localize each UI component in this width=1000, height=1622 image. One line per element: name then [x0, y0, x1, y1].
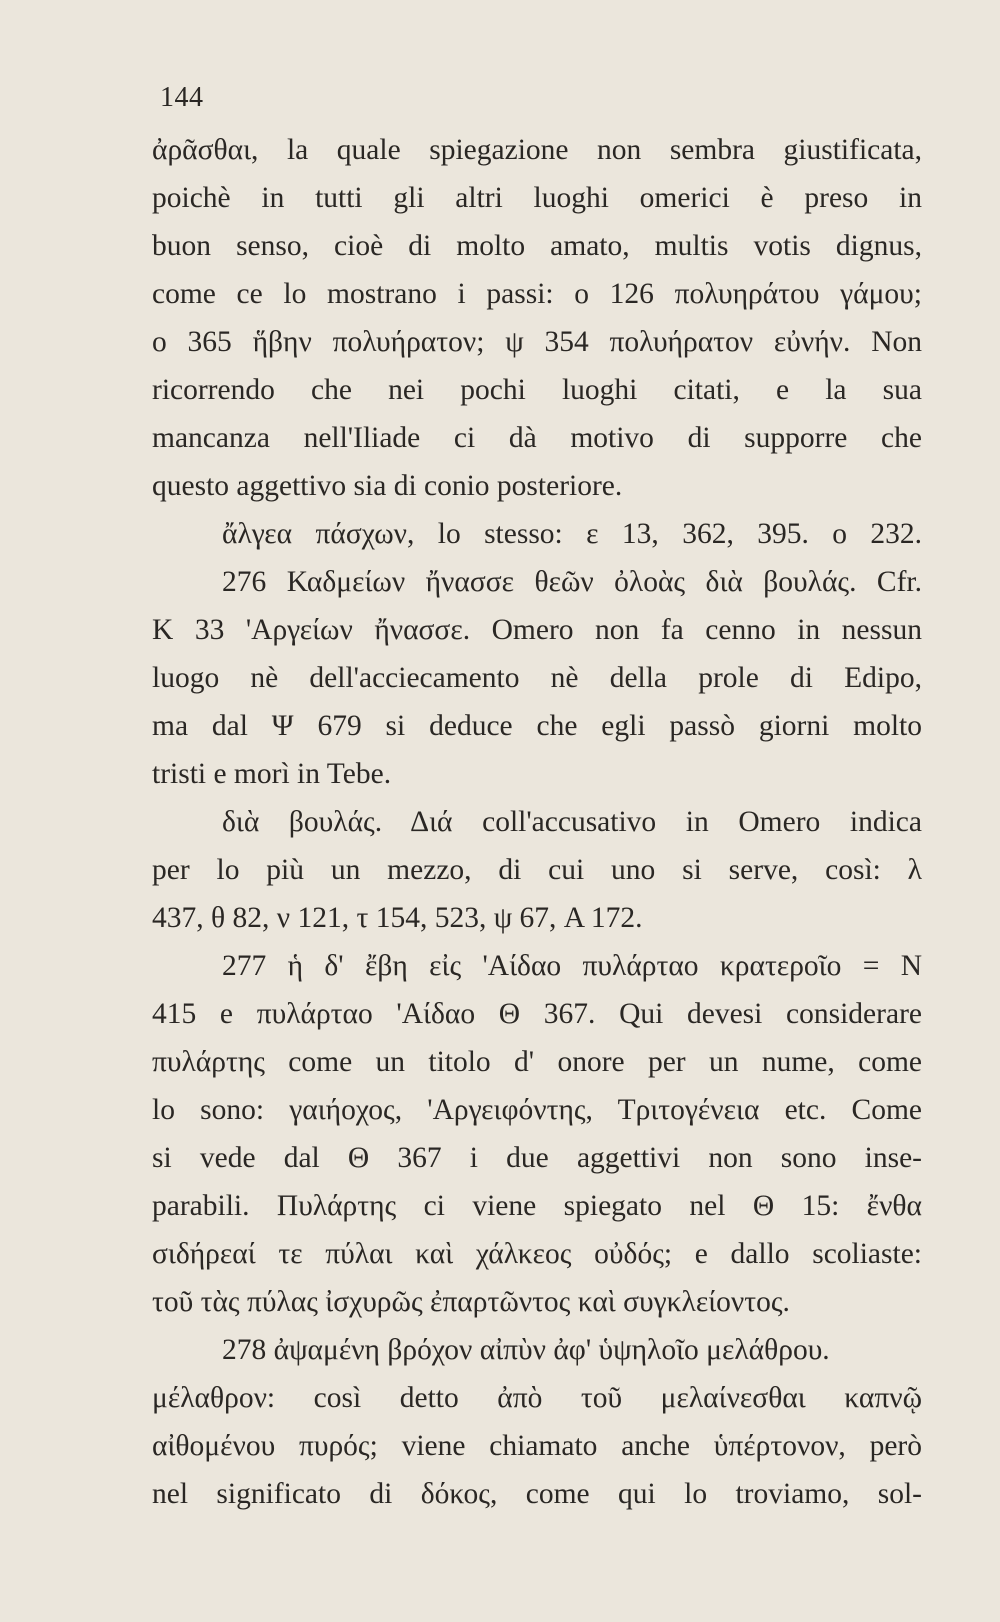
text-line: 437, θ 82, ν 121, τ 154, 523, ψ 67, A 172.	[152, 902, 643, 934]
text-line: mancanza nell'Iliade ci dà motivo di supporre che	[152, 422, 922, 454]
text-line: come ce lo mostrano i passi: ο 126 πολυηράτου γάμου;	[152, 278, 922, 310]
text-line: poichè in tutti gli altri luoghi omerici è preso in	[152, 182, 922, 214]
text-line: τοῦ τὰς πύλας ἰσχυρῶς ἐπαρτῶντος καὶ συγκλείοντος.	[152, 1286, 790, 1318]
text-line: lo sono: γαιήοχος, 'Αργειφόντης, Τριτογένεια etc. Come	[152, 1094, 922, 1126]
text-line: ma dal Ψ 679 si deduce che egli passò giorni molto	[152, 710, 922, 742]
text-line: per lo più un mezzo, di cui uno si serve, così: λ	[152, 854, 922, 886]
text-line: si vede dal Θ 367 i due aggettivi non sono inse-	[152, 1142, 922, 1174]
text-line: 278 ἀψαμένη βρόχον αἰπὺν ἀφ' ὑψηλοῖο μελάθρου.	[222, 1334, 830, 1366]
text-line: nel significato di δόκος, come qui lo troviamo, sol-	[152, 1478, 922, 1510]
text-line: parabili. Πυλάρτης ci viene spiegato nel Θ 15: ἔνθα	[152, 1190, 922, 1222]
text-line: 276 Καδμείων ἤνασσε θεῶν ὀλοὰς διὰ βουλάς. Cfr.	[222, 566, 922, 598]
text-line: ricorrendo che nei pochi luoghi citati, e la sua	[152, 374, 922, 406]
text-line: ἄλγεα πάσχων, lo stesso: ε 13, 362, 395. ο 232.	[222, 518, 922, 550]
text-line: tristi e morì in Tebe.	[152, 758, 392, 790]
text-line: μέλαθρον: così detto ἀπὸ τοῦ μελαίνεσθαι καπνῷ	[152, 1382, 922, 1414]
text-line: K 33 'Αργείων ἤνασσε. Omero non fa cenno in nessun	[152, 614, 922, 646]
text-line: 277 ἡ δ' ἔβη εἰς 'Αίδαο πυλάρταο κρατεροῖο = N	[222, 950, 922, 982]
text-line: πυλάρτης come un titolo d' onore per un nume, come	[152, 1046, 922, 1078]
text-line: διὰ βουλάς. Διά coll'accusativo in Omero indica	[222, 806, 922, 838]
text-line: ο 365 ἥβην πολυήρατον; ψ 354 πολυήρατον εὐνήν. Non	[152, 326, 922, 358]
text-line: ἀρᾶσθαι, la quale spiegazione non sembra giustificata,	[152, 134, 922, 166]
page-number: 144	[160, 82, 204, 113]
text-line: σιδήρεαί τε πύλαι καὶ χάλκεος οὐδός; e dallo scoliaste:	[152, 1238, 922, 1270]
text-line: 415 e πυλάρταο 'Αίδαο Θ 367. Qui devesi considerare	[152, 998, 922, 1030]
text-line: luogo nè dell'acciecamento nè della prole di Edipo,	[152, 662, 922, 694]
text-line: αἰθομένου πυρός; viene chiamato anche ὑπέρτονον, però	[152, 1430, 922, 1462]
text-line: buon senso, cioè di molto amato, multis votis dignus,	[152, 230, 922, 262]
text-line: questo aggettivo sia di conio posteriore.	[152, 470, 623, 502]
